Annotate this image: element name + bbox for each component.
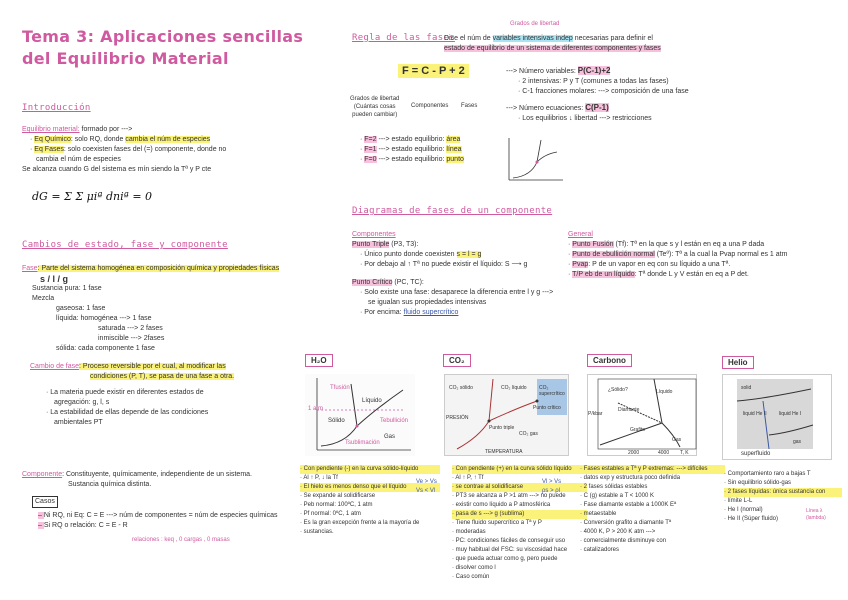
c-yunit-label: P/kbar: [588, 411, 603, 417]
co2-side-notes: Vl > Vs ρs > ρl: [542, 479, 562, 494]
chip-helio: Helio: [722, 356, 754, 369]
note-line: · 4000 K, P > 200 K atm --->: [580, 529, 656, 535]
helium-phase-diagram: [722, 374, 832, 460]
he-gas-label: gas: [793, 439, 802, 445]
co2-notes: [452, 465, 587, 582]
chip-carbono: Carbono: [587, 354, 632, 367]
he-he1-label: liquid He I: [779, 411, 802, 417]
c-x2-label: 4000: [658, 450, 670, 456]
grados-label: Grados de libertad (Cuántas cosas pueden cambiar): [350, 96, 400, 118]
note-line: · muy habitual del FSC: su viscosidad hace: [452, 547, 568, 553]
note-line: · El hielo es menos denso que el líquido: [300, 483, 440, 492]
fases-desc: Dice el núm de variables intensivas indep necesarias para definir el estado de equilibrio de un sistema de diferentes componentes y fases: [444, 35, 661, 52]
note-line: · PT3 se alcanza a P >1 atm ---> no puede: [452, 493, 566, 499]
page-title: Tema 3: Aplicaciones sencillas del Equilibrio Material: [22, 27, 304, 68]
he-solid-label: solid: [741, 385, 752, 391]
c-liq-label: Líquido: [656, 389, 673, 395]
note-line: · catalizadores: [580, 547, 620, 553]
note-line: · Al ↑ P, ↑ Tf: [452, 475, 484, 481]
cambios-heading: Cambios de estado, fase y componente: [22, 240, 228, 250]
chip-co2: CO₂: [443, 354, 471, 367]
co2-gas-label: CO₂ gas: [519, 431, 538, 437]
note-line: · Comportamiento raro a bajas T: [724, 471, 811, 477]
h2o-solido-label: Sólido: [328, 418, 345, 424]
diagramas-componentes: Componentes Punto Triple (P3, T3): · Único punto donde coexisten s = l = g · Por debajo al ↑ Tª no puede existir el líquido: S ⟶ g Punto Crítico (PC, TC): · Solo existe una fase: desaparece la diferencia entre l y g ---> se igualan sus propiedades intensivas · Por encima: fluido supercrítico: [352, 231, 554, 316]
h2o-fusion-label: Tfusión: [330, 385, 350, 391]
variables-block: ---> Número variables: P(C-1)+2 · 2 intensivas: P y T (comunes a todas las fases) · C-1 fracciones molares: ---> composición de una fase ---> Número ecuaciones: C(P-1) · Los equilibrios ↓ libertad ---> restricciones: [506, 66, 689, 122]
note-line: · Tiene fluido supercrítico a Tª y P: [452, 520, 542, 526]
h2o-side-notes: Ve > Vs Vs < Vl: [416, 479, 437, 494]
note-line: · metaestable: [580, 511, 617, 517]
c-graf-label: Grafito: [630, 427, 646, 433]
chip-h2o: H₂O: [305, 354, 333, 367]
note-line: · Peb normal: 100ºC, 1 atm: [300, 502, 373, 508]
co2-phase-diagram: [444, 374, 569, 456]
co2-liq-label: CO₂ líquido: [501, 385, 527, 391]
note-line: · C (g) estable a T < 1000 K: [580, 493, 654, 499]
note-line: · disolver como l: [452, 565, 496, 571]
note-line: · se contrae al solidificarse: [452, 483, 587, 492]
componente-block: Componente: Constituyente, químicamente, independiente de un sistema. Sustancia química distinta. Casos – Ni RQ, ni Eq: C = E ---> núm de componentes = núm de especies químicas – Si RQ o relación: C = E - R relaciones : keq , 0 cargas , 0 masas: [22, 471, 278, 543]
diagramas-heading: Diagramas de fases de un componente: [352, 206, 553, 216]
mini-phase-diagram: [505, 136, 565, 184]
note-line: · Sin equilibrio sólido-gas: [724, 480, 792, 486]
note-line: · 2 fases sólidas estables: [580, 484, 648, 490]
co2-xlabel: TEMPERATURA: [485, 449, 523, 455]
note-line: · Conversión grafito a diamante Tª: [580, 520, 672, 526]
c-diam-label: Diamante: [618, 407, 640, 413]
note-line: · Pf normal: 0ºC, 1 atm: [300, 511, 361, 517]
c-gas-label: Gas: [672, 437, 682, 443]
co2-pc-label: Punto crítico: [533, 405, 561, 411]
equilibrium-formula: dG = Σ Σ μiª dniª = 0: [32, 190, 153, 203]
note-line: · Se expande al solidificarse: [300, 493, 376, 499]
note-line: · Es la gran excepción frente a la mayoría de: [300, 520, 420, 526]
fases-heading: Regla de las fases: [352, 33, 455, 43]
note-line: · He I (normal): [724, 507, 763, 513]
co2-ylabel: PRESIÓN: [446, 415, 469, 421]
intro-block: Equilibrio material: formado por ---> · Eq Químico: solo RQ, donde cambia el núm de especies · Eq Fases: solo coexisten fases del (=) componente, donde no cambia el núm de especies Se alcanza cuando G del sistema es mín siendo la Tª y P cte: [22, 126, 227, 173]
note-line: · que pueda actuar como g, pero puede: [452, 556, 558, 562]
note-line: · He II (Súper fluido): [724, 516, 779, 522]
note-line: · Con pendiente (-) en la curva sólido-líquido: [300, 465, 440, 474]
note-line: · Fase diamante estable a 1000K Eª: [580, 502, 677, 508]
h2o-atm-label: 1 atm: [308, 406, 324, 412]
intro-heading: Introducción: [22, 103, 91, 113]
note-line: · pasa de s ---> g (sublima): [452, 510, 587, 519]
note-line: · Con pendiente (+) en la curva sólido líquido: [452, 465, 587, 474]
note-line: · moderadas: [452, 529, 486, 535]
cambios-block: Fase: Parte del sistema homogénea en composición química y propiedades físicas s / l / g Sustancia pura: 1 fase Mezcla gaseosa: 1 fase líquida: homogénea ---> 1 fase saturada ---> 2 fases inmiscible ---> 2fases sólida: cada componente 1 fase Cambio de fase: Proceso reversible por el cual, al modificar las condiciones (P, T), se pasa de una fase a otra. · La materia puede existir en diferentes estados de agregación: g, l, s · La estabilidad de ellas depende de las condiciones ambientales PT: [22, 265, 280, 426]
h2o-gas-label: Gas: [384, 434, 396, 440]
note-line: · límite L-L: [724, 498, 753, 504]
grados-top-label: Grados de libertad: [510, 21, 560, 27]
carbon-phase-diagram: [587, 374, 697, 456]
note-line: · existir como líquido a P atmosférica: [452, 502, 551, 508]
note-line: · Caso común: [452, 574, 490, 580]
co2-sol-label: CO₂ sólido: [449, 385, 473, 391]
note-line: · comercialmente disminuye con: [580, 538, 667, 544]
note-line: · Fases estables a Tª y P extremas: ---> difíciles: [580, 465, 725, 474]
carbon-notes: [580, 465, 725, 555]
c-x1-label: 2000: [628, 450, 640, 456]
he-sup-label: superfluido: [741, 451, 771, 457]
componentes-label: Componentes: [411, 103, 449, 109]
c-xunit-label: T, K: [680, 450, 689, 456]
note-line: · 2 fases líquidas: única sustancia con: [724, 488, 842, 497]
note-line: · Al ↑ P, ↓ la Tf: [300, 475, 338, 481]
co2-pt-label: Punto triple: [489, 425, 515, 431]
c-sol-label: ¿Sólido?: [608, 387, 628, 393]
fases-formula: F = C - P + 2: [398, 64, 469, 78]
note-line: · sustancias.: [300, 529, 334, 535]
note-line: · PC: condiciones fáciles de conseguir uso: [452, 538, 566, 544]
h2o-liquido-label: Líquido: [362, 398, 382, 404]
diagramas-general: General · Punto Fusión (Tf): Tª en la que s y l están en eq a una P dada · Punto de ebullición normal (Teº): Tª a la cual la Pvap normal es 1 atm · Pvap: P de un vapor en eq con su líquido a una Tª. · T/P eb de un líquido: Tª donde L y V están en eq a P det.: [568, 231, 788, 278]
h2o-notes: [300, 465, 440, 537]
fases-label: Fases: [461, 103, 478, 109]
helium-side-note: Línea λ (lambda): [806, 508, 826, 521]
h2o-sublim-label: Tsublimación: [345, 440, 380, 446]
co2-sup-label: CO₂ supercrítico: [539, 385, 565, 397]
note-line: · datos exp y estructura poco definida: [580, 475, 681, 481]
h2o-ebull-label: Tebullición: [380, 418, 409, 424]
he-he2-label: liquid He II: [743, 411, 767, 417]
f-values: · F=2 ---> estado equilibrio: área · F=1 ---> estado equilibrio: línea · F=0 ---> estado equilibrio: punto: [360, 136, 464, 163]
